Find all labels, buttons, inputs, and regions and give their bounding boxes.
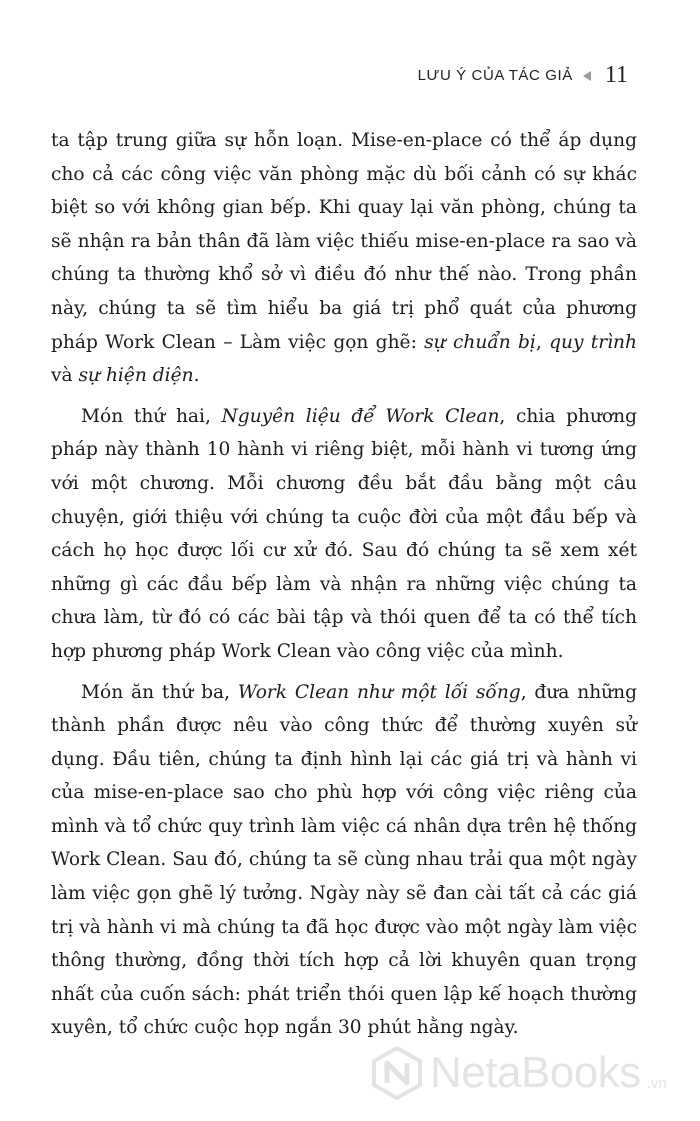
page-body — [51, 124, 637, 1045]
italic-term: Nguyên liệu để Work Clean — [221, 405, 500, 427]
paragraph-text: và — [51, 365, 79, 387]
paragraph-1 — [51, 124, 637, 393]
paragraph-text: ta tập trung giữa sự hỗn loạn. Mise-en-place có thể áp dụng cho cả các công việc văn phòng mặc dù bối cảnh có sự khác biệt so với không gian bếp. Khi quay lại văn phòng, chúng ta sẽ nhận ra bản thân đã làm việc thiếu mise-en-place ra sao và chúng ta thường khổ sở vì điều đó như thế nào. Trong phần này, chúng ta sẽ tìm hiểu ba giá trị phổ quát của phương pháp Work Clean – Làm việc gọn ghẽ: — [51, 130, 637, 353]
paragraph-text: , — [535, 331, 550, 353]
italic-term: quy trình — [549, 331, 637, 353]
watermark — [370, 1046, 667, 1100]
page-number: 11 — [604, 62, 628, 88]
italic-term: sự chuẩn bị — [424, 331, 536, 353]
paragraph-text: , đưa những thành phần được nêu vào công thức để thường xuyên sử dụng. Đầu tiên, chúng ta định hình lại các giá trị và hành vi của mise-en-place sao cho phù hợp với công việc riêng của mình và tổ chức quy trình làm việc cá nhân dựa trên hệ thống Work Clean. Sau đó, chúng ta sẽ cùng nhau trải qua một ngày làm việc gọn ghẽ lý tưởng. Ngày này sẽ đan cài tất cả các giá trị và hành vi mà chúng ta đã học được vào một ngày làm việc thông thường, đồng thời tích hợp cả lời khuyên quan trọng nhất của cuốn sách: phát triển thói quen lập kế hoạch thường xuyên, tổ chức cuộc họp ngắn 30 phút hằng ngày. — [51, 681, 638, 1039]
paragraph-text: , chia phương pháp này thành 10 hành vi riêng biệt, mỗi hành vi tương ứng với một chương. Mỗi chương đều bắt đầu bằng một câu chuyện, giới thiệu với chúng ta cuộc đời của một đầu bếp và cách họ học được lối cư xử đó. Sau đó chúng ta sẽ xem xét những gì các đầu bếp làm và nhận ra những việc chúng ta chưa làm, từ đó có các bài tập và thói quen để ta có thể tích hợp phương pháp Work Clean vào công việc của mình. — [51, 405, 637, 662]
paragraph-2 — [51, 400, 637, 669]
paragraph-text: Món ăn thứ ba, — [81, 681, 238, 703]
paragraph-text: . — [193, 365, 200, 387]
triangle-left-icon — [583, 71, 591, 81]
section-title: LƯU Ý CỦA TÁC GIẢ — [417, 67, 573, 84]
paragraph-text: Món thứ hai, — [81, 405, 222, 427]
watermark-text: NetaBooks — [430, 1048, 641, 1097]
running-header — [418, 62, 628, 89]
italic-term: Work Clean như một lối sống — [237, 681, 521, 703]
watermark-suffix: .vn — [646, 1075, 667, 1092]
paragraph-3 — [51, 676, 637, 1046]
italic-term: sự hiện diện — [78, 365, 194, 387]
netabooks-logo-icon — [370, 1046, 424, 1100]
